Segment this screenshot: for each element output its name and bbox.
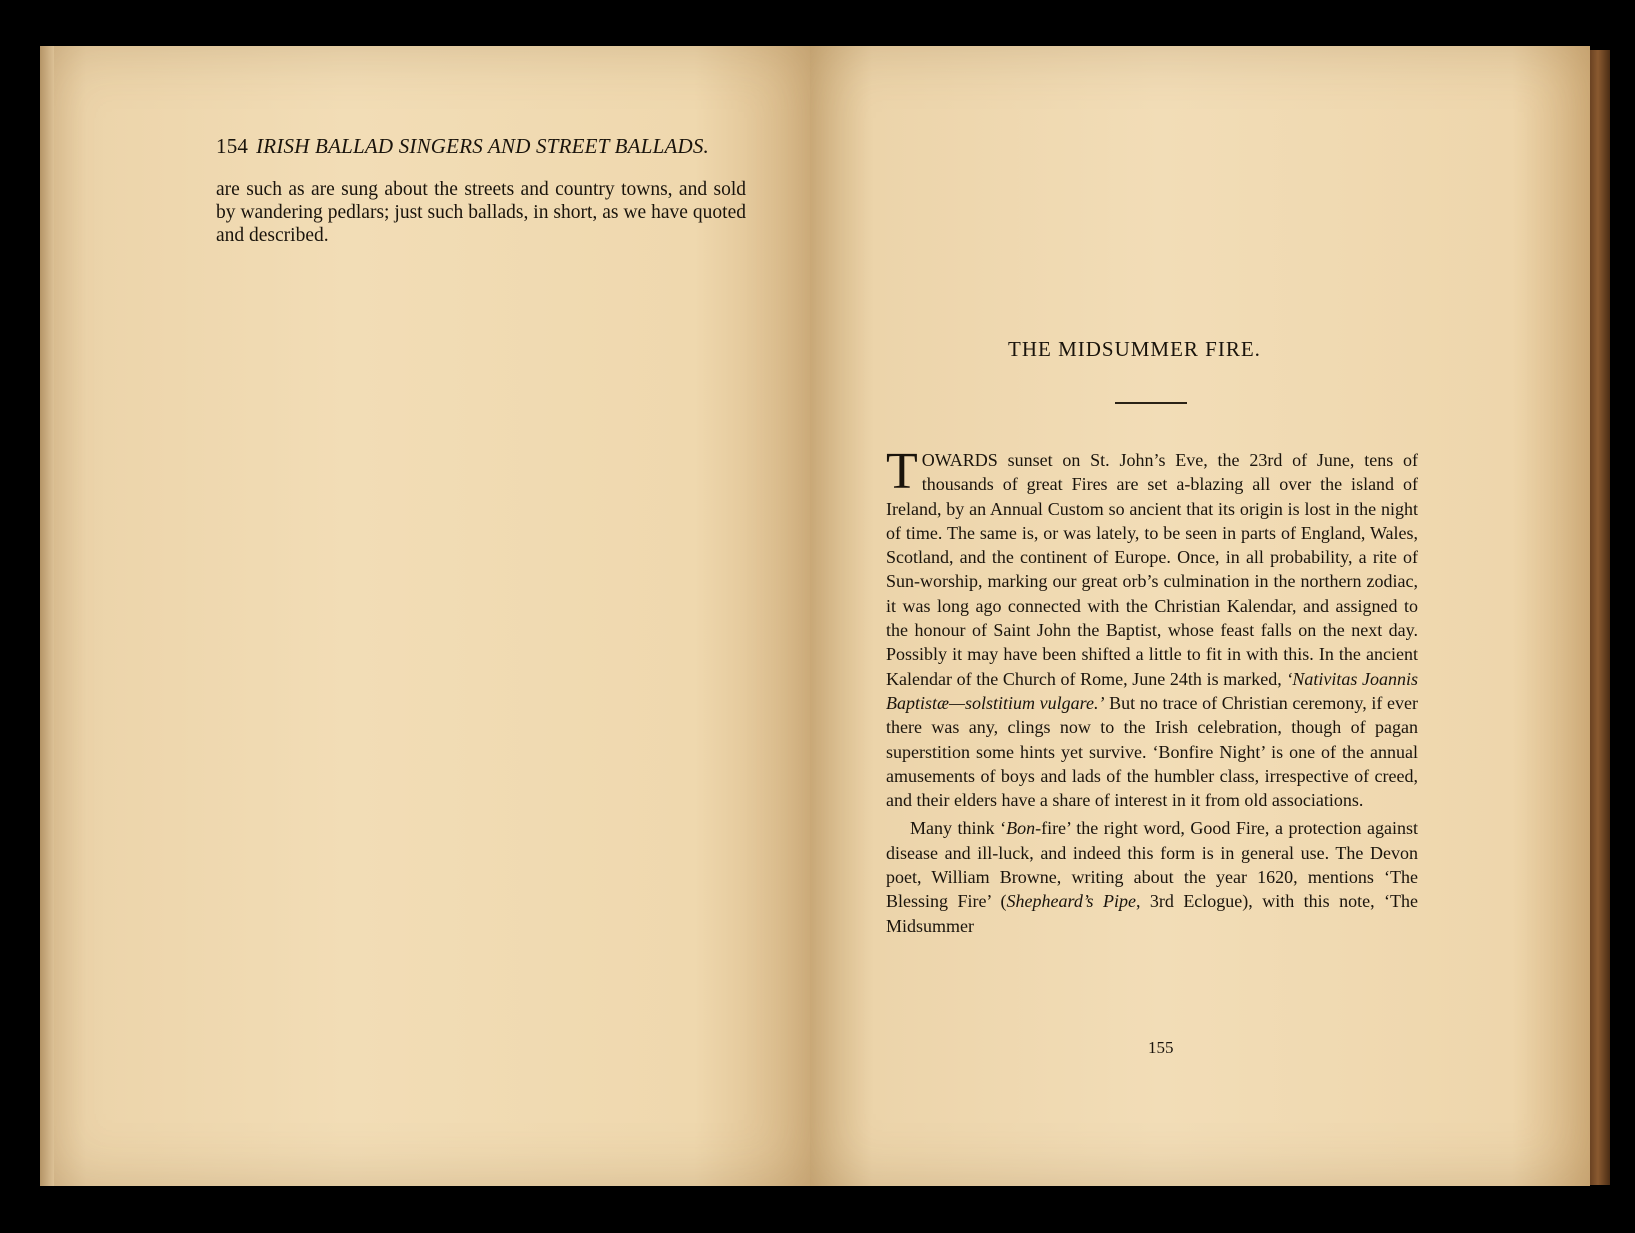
left-page-text: are such as are sung about the streets and country towns, and sold by wandering pedlars; just such ballads, in short, as we have quoted and described.	[216, 179, 746, 246]
bon-italic: Bon	[1006, 818, 1036, 839]
latin-quote: ‘Nativitas Joannis Baptistæ—solstitium vulgare.’	[886, 668, 1419, 713]
work-title: Shepheard’s Pipe	[1006, 891, 1136, 912]
left-page-edge	[40, 46, 54, 1186]
paragraph-1	[886, 443, 1419, 812]
drop-cap: T	[886, 443, 918, 500]
book-cover-edge	[1590, 50, 1610, 1185]
left-running-head	[216, 134, 709, 159]
paragraph-1-lead: OWARDS sunset on St. John’s Eve, the 23rd of June, tens of thousands of great Fires are set a-blazing all over the island of Ireland, by an Annual Custom so ancient that its origin is lost in the night of time. The same is, or was lately, to be seen in parts of England, Wales, Scotland, and the continent of Europe. Once, in all probability, a rite of Sun-worship, marking our great orb’s culmination in the northern zodiac, it was long ago connected with the Christian Kalendar, and assigned to the honour of Saint John the Baptist, whose feast falls on the next day. Possibly it may have been shifted a little to fit in with this. In the ancient Kalendar of the Church of Rome, June 24th is marked,	[886, 450, 1418, 689]
paragraph-2-part-c: , 3rd Eclogue), with this note, ‘The Midsummer	[886, 891, 1418, 936]
right-page-text	[886, 443, 1419, 938]
paragraph-2-part-a: Many think ‘	[910, 818, 1007, 839]
paragraph-2-part-b: -fire’ the right word, Good Fire, a protection against disease and ill-luck, and indeed this form is in general use. The Devon poet, William Browne, writing about the year 1620, mentions ‘The Blessing Fire’ (	[886, 818, 1418, 912]
running-head-title: IRISH BALLAD SINGERS AND STREET BALLADS.	[256, 134, 710, 158]
paragraph-2	[886, 816, 1418, 937]
title-rule	[1115, 402, 1187, 404]
right-page-number: 155	[1148, 1038, 1174, 1057]
left-page-number: 154	[216, 134, 249, 158]
chapter-title: THE MIDSUMMER FIRE.	[1008, 337, 1261, 361]
paragraph-1-rest: But no trace of Christian ceremony, if ever there was any, clings now to the Irish celebration, though of pagan superstition some hints yet survive. ‘Bonfire Night’ is one of the annual amusements of boys and lads of the humbler class, irrespective of creed, and their elders have a share of interest in it from old associations.	[886, 692, 1419, 811]
